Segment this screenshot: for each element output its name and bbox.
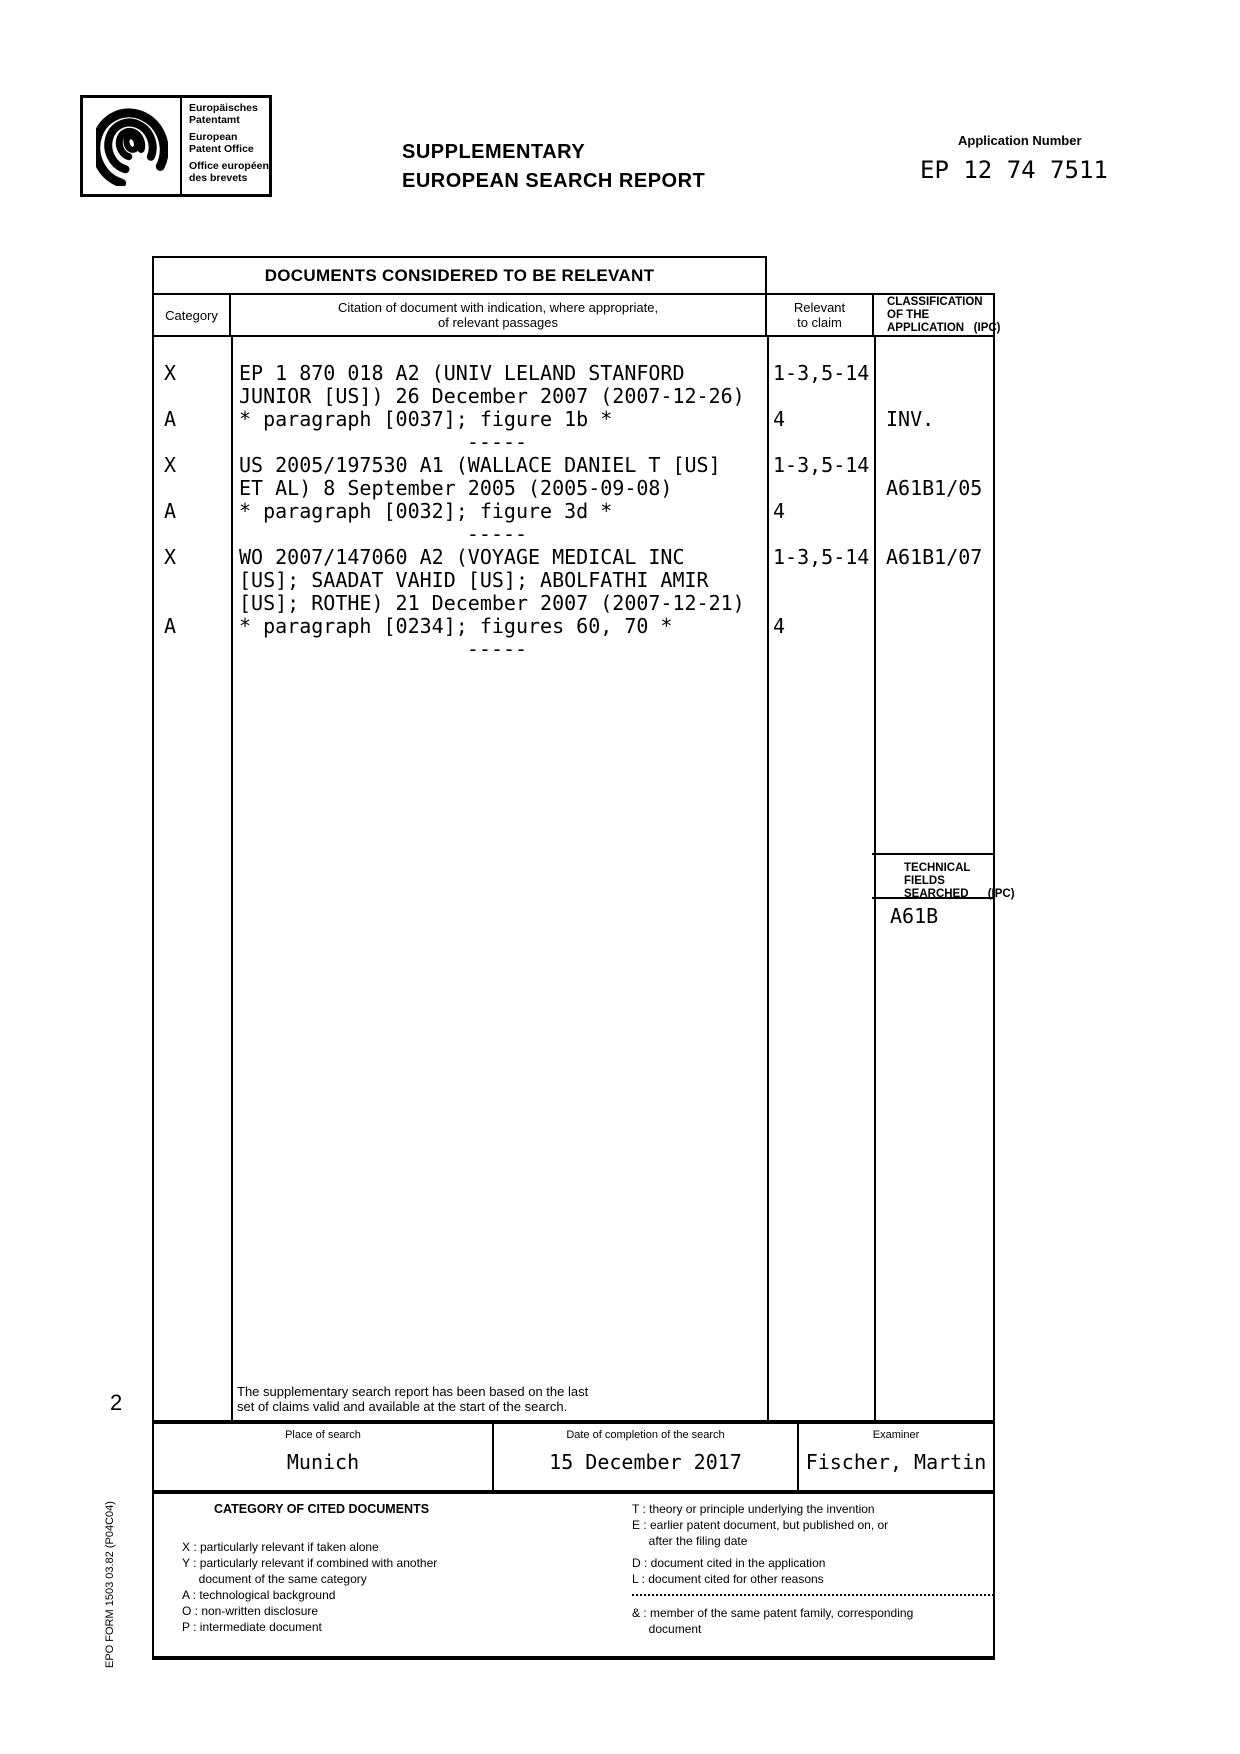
dotted-separator xyxy=(632,1594,994,1596)
legend-item-amp-cont: document xyxy=(632,1622,702,1636)
epo-logo-box xyxy=(80,95,272,197)
column-header-classification xyxy=(872,293,1001,337)
column-header-relevant-line1: Relevant xyxy=(793,300,846,315)
column-header-citation-line2: of relevant passages xyxy=(438,315,558,330)
relevant-cell xyxy=(765,638,874,661)
legend-item-y: Y : particularly relevant if combined with another xyxy=(182,1556,438,1570)
category-cell: X xyxy=(164,545,177,569)
examiner-label: Examiner xyxy=(872,1429,920,1441)
column-header-classification-line1: CLASSIFICATION OF THE xyxy=(887,295,983,321)
citation-cell: [US]; ROTHE) 21 December 2007 (2007-12-21) xyxy=(239,592,745,615)
citation-line xyxy=(152,454,874,477)
category-cell xyxy=(152,592,229,615)
classification-value: INV. xyxy=(886,407,935,431)
citation-line xyxy=(152,546,874,569)
date-of-completion-label: Date of completion of the search xyxy=(566,1429,725,1441)
citation-cell: US 2005/197530 A1 (WALLACE DANIEL T [US] xyxy=(239,454,721,477)
place-of-search-value: Munich xyxy=(286,1450,360,1474)
page-number: 2 xyxy=(110,1390,123,1415)
citation-line xyxy=(152,592,874,615)
column-header-category: Category xyxy=(152,293,231,337)
relevant-cell xyxy=(765,385,874,408)
citation-cell: [US]; SAADAT VAHID [US]; ABOLFATHI AMIR xyxy=(239,569,709,592)
category-cell: X xyxy=(164,453,177,477)
relevant-cell xyxy=(765,569,874,592)
relevant-cell: 1-3,5-14 xyxy=(773,453,870,477)
examiner-value: Fischer, Martin xyxy=(805,1450,987,1474)
epo-form-code: EPO FORM 1503 03.82 (P04C04) xyxy=(104,1501,116,1668)
relevant-cell: 4 xyxy=(773,407,786,431)
citation-separator xyxy=(152,431,874,454)
place-of-search-cell xyxy=(154,1424,492,1490)
legend-item-d: D : document cited in the application xyxy=(632,1556,826,1570)
citation-separator xyxy=(152,638,874,661)
legend-item-amp: & : member of the same patent family, corresponding xyxy=(632,1606,914,1620)
relevant-cell: 1-3,5-14 xyxy=(773,361,870,385)
category-cell: A xyxy=(164,614,177,638)
legend-item-x: X : particularly relevant if taken alone xyxy=(182,1540,379,1554)
relevant-cell: 4 xyxy=(773,499,786,523)
epo-name-en-1: European xyxy=(189,131,238,143)
citation-line xyxy=(152,385,874,408)
supplementary-note-line2: set of claims valid and available at the start of the search. xyxy=(237,1399,568,1414)
category-legend xyxy=(152,1492,995,1660)
epo-logo-cell xyxy=(83,98,182,194)
place-of-search-label: Place of search xyxy=(285,1429,361,1441)
category-cell xyxy=(152,569,229,592)
legend-item-e: E : earlier patent document, but published on, or xyxy=(632,1518,889,1532)
application-number-value: EP 12 74 7511 xyxy=(920,156,1108,184)
column-header-citation-line1: Citation of document with indication, where appropriate, xyxy=(337,300,659,315)
date-of-completion-cell xyxy=(494,1424,797,1490)
classification-value: A61B1/05 xyxy=(886,476,983,500)
citation-line xyxy=(152,569,874,592)
legend-item-p: P : intermediate document xyxy=(182,1620,322,1634)
citation-cell: WO 2007/147060 A2 (VOYAGE MEDICAL INC xyxy=(239,546,685,569)
citation-cell: EP 1 870 018 A2 (UNIV LELAND STANFORD xyxy=(239,362,685,385)
citation-cell: ----- xyxy=(466,638,528,661)
category-cell: X xyxy=(164,361,177,385)
relevant-cell xyxy=(765,592,874,615)
citation-line xyxy=(152,477,874,500)
epo-name-fr-1: Office européen xyxy=(189,160,269,172)
citation-cell: JUNIOR [US]) 26 December 2007 (2007-12-26) xyxy=(239,385,745,408)
category-cell xyxy=(152,431,229,454)
citation-line xyxy=(152,408,874,431)
report-title-line1: SUPPLEMENTARY xyxy=(402,141,586,163)
relevant-cell xyxy=(765,523,874,546)
column-header-relevant xyxy=(765,293,874,337)
citation-separator xyxy=(152,523,874,546)
report-title-line2: EUROPEAN SEARCH REPORT xyxy=(402,170,706,192)
relevant-cell: 1-3,5-14 xyxy=(773,545,870,569)
legend-item-e-cont: after the filing date xyxy=(632,1534,748,1548)
legend-item-y-cont: document of the same category xyxy=(182,1572,367,1586)
citation-cell: * paragraph [0037]; figure 1b * xyxy=(239,408,613,431)
citation-cell: ET AL) 8 September 2005 (2005-09-08) xyxy=(239,477,673,500)
classification-values xyxy=(886,362,982,615)
search-footer-row xyxy=(152,1420,995,1494)
classification-value: A61B1/07 xyxy=(886,545,983,569)
technical-fields-label-line1: TECHNICAL FIELDS xyxy=(904,862,971,887)
citation-line xyxy=(152,362,874,385)
relevant-cell xyxy=(765,477,874,500)
category-cell: A xyxy=(164,499,177,523)
category-cell xyxy=(152,638,229,661)
citation-cell: * paragraph [0032]; figure 3d * xyxy=(239,500,613,523)
category-cell xyxy=(152,523,229,546)
relevant-cell xyxy=(765,431,874,454)
relevant-cell: 4 xyxy=(773,614,786,638)
technical-fields-label-line2: SEARCHED (IPC) xyxy=(904,888,1015,900)
legend-item-o: O : non-written disclosure xyxy=(182,1604,319,1618)
epo-name-fr-2: des brevets xyxy=(189,171,248,184)
column-header-citation xyxy=(229,293,767,337)
category-cell xyxy=(152,385,229,408)
examiner-cell xyxy=(799,1424,993,1490)
epo-name-en-2: Patent Office xyxy=(189,142,254,155)
column-header-relevant-line2: to claim xyxy=(797,315,842,330)
legend-item-t: T : theory or principle underlying the invention xyxy=(632,1502,875,1516)
application-number-label: Application Number xyxy=(958,133,1082,148)
legend-title: CATEGORY OF CITED DOCUMENTS xyxy=(214,1502,430,1516)
technical-fields-header xyxy=(872,853,1015,900)
citation-cell: ----- xyxy=(466,523,528,546)
citation-list xyxy=(152,337,874,661)
supplementary-note-line1: The supplementary search report has been based on the last xyxy=(237,1384,589,1399)
citation-cell: ----- xyxy=(466,431,528,454)
section-title-band: DOCUMENTS CONSIDERED TO BE RELEVANT xyxy=(152,256,767,295)
column-header-classification-line2: APPLICATION (IPC) xyxy=(887,321,1001,334)
report-title xyxy=(402,138,705,196)
citation-line xyxy=(152,615,874,638)
technical-fields-value: A61B xyxy=(890,904,939,928)
epo-office-names xyxy=(182,98,269,194)
citation-cell: * paragraph [0234]; figures 60, 70 * xyxy=(239,615,673,638)
legend-item-a: A : technological background xyxy=(182,1588,336,1602)
supplementary-note xyxy=(237,1384,588,1414)
citation-line xyxy=(152,500,874,523)
epo-logo-icon xyxy=(96,102,168,191)
epo-name-de-2: Patentamt xyxy=(189,113,240,126)
category-cell xyxy=(152,477,229,500)
category-cell: A xyxy=(164,407,177,431)
epo-name-de-1: Europäisches xyxy=(189,102,258,114)
date-of-completion-value: 15 December 2017 xyxy=(549,1450,742,1474)
legend-item-l: L : document cited for other reasons xyxy=(632,1572,824,1586)
